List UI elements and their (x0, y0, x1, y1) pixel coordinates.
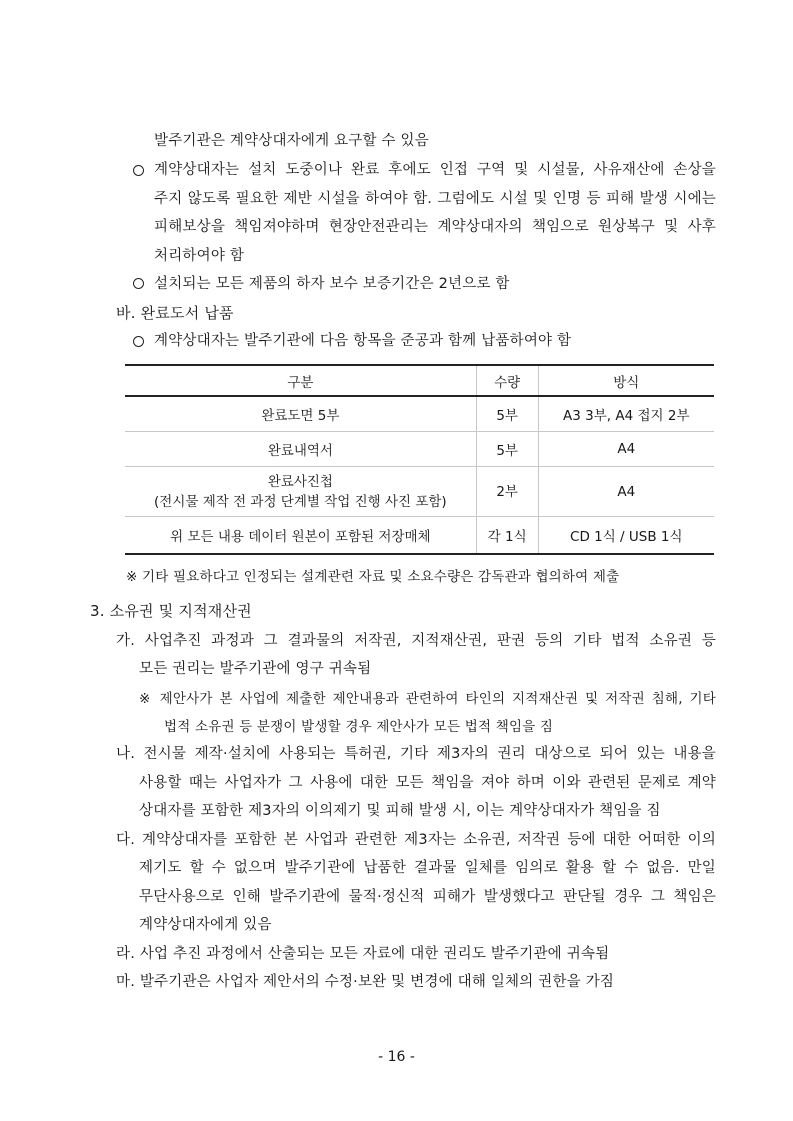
table-cell: A3 3부, A4 접지 2부 (538, 396, 714, 432)
bullet-circle-icon (133, 278, 144, 289)
paragraph-line: 무단사용으로 인해 발주기관에 물적·정신적 피해가 발생했다고 판단될 경우 그 책임은 (139, 889, 716, 905)
table-cell: 각 1식 (476, 517, 538, 555)
table-cell: 2부 (476, 467, 538, 517)
paragraph-line: 모든 권리는 발주기관에 영구 귀속됨 (139, 661, 372, 677)
deliverables-table (125, 364, 714, 555)
paragraph-line: 피해보상을 책임져야하며 현장안전관리는 계약상대자의 책임으로 원상복구 및 사후 (154, 219, 716, 235)
column-header: 수량 (476, 365, 538, 396)
cell-subline: (전시물 제작 전 과정 단계별 작업 진행 사진 포함) (154, 493, 447, 510)
footnote-line: 법적 소유권 등 분쟁이 발생할 경우 제안사가 모든 법적 책임을 짐 (164, 719, 554, 735)
section-heading: 3. 소유권 및 지적재산권 (90, 602, 252, 620)
column-header: 방식 (538, 365, 714, 396)
table-note: ※ 기타 필요하다고 인정되는 설계관련 자료 및 소요수량은 감독관과 협의하여 제출 (126, 569, 620, 585)
paragraph-line: 나. 전시물 제작·설치에 사용되는 특허권, 기타 제3자의 권리 대상으로 되어 있는 내용을 (116, 746, 716, 762)
paragraph-line: 라. 사업 추진 과정에서 산출되는 모든 자료에 대한 권리도 발주기관에 귀속됨 (116, 946, 610, 962)
table-cell (125, 467, 476, 517)
paragraph-line: 제기도 할 수 없으며 발주기관에 납품한 결과물 일체를 임의로 활용 할 수 없음. 만일 (139, 860, 716, 876)
paragraph-line: 마. 발주기관은 사업자 제안서의 수정·보완 및 변경에 대해 일체의 권한을 가짐 (116, 974, 615, 990)
table-cell: CD 1식 / USB 1식 (538, 517, 714, 555)
bullet-circle-icon (133, 165, 144, 176)
table-cell: 완료내역서 (125, 432, 476, 467)
paragraph-line: 주지 않도록 필요한 제반 시설을 하여야 함. 그럼에도 시설 및 인명 등 피해 발생 시에는 (154, 191, 716, 207)
table-cell: A4 (538, 467, 714, 517)
table-cell: 5부 (476, 396, 538, 432)
table-row (125, 432, 714, 467)
paragraph-line: 가. 사업추진 과정과 그 결과물의 저작권, 지적재산권, 판권 등의 기타 법적 소유권 등 (116, 633, 716, 649)
table-header-row (125, 365, 714, 396)
table-cell: A4 (538, 432, 714, 467)
table-cell: 5부 (476, 432, 538, 467)
table-cell: 위 모든 내용 데이터 원본이 포함된 저장매체 (125, 517, 476, 555)
paragraph-line: 설치되는 모든 제품의 하자 보수 보증기간은 2년으로 함 (154, 276, 510, 292)
table-row (125, 396, 714, 432)
footnote-line: ※ 제안사가 본 사업에 제출한 제안내용과 관련하여 타인의 지적재산권 및 저작권 침해, 기타 (139, 691, 716, 707)
paragraph-line: 발주기관은 계약상대자에게 요구할 수 있음 (154, 133, 429, 149)
column-header: 구분 (125, 365, 476, 396)
paragraph-line: 다. 계약상대자를 포함한 본 사업과 관련한 제3자는 소유권, 저작권 등에 대한 어떠한 이의 (116, 832, 716, 848)
subsection-heading: 바. 완료도서 납품 (116, 304, 234, 322)
table-row (125, 467, 714, 517)
paragraph-line: 계약상대자에게 있음 (139, 917, 272, 933)
paragraph-line: 계약상대자는 발주기관에 다음 항목을 준공과 함께 납품하여야 함 (154, 333, 572, 349)
cell-line: 완료사진첩 (267, 473, 333, 490)
bullet-circle-icon (133, 336, 144, 347)
paragraph-line: 상대자를 포함한 제3자의 이의제기 및 피해 발생 시, 이는 계약상대자가 책임을 짐 (139, 803, 661, 819)
table-cell: 완료도면 5부 (125, 396, 476, 432)
page-number: - 16 - (378, 1049, 415, 1065)
table-row (125, 517, 714, 555)
paragraph-line: 사용할 때는 사업자가 그 사용에 대한 모든 책임을 져야 하며 이와 관련된 문제로 계약 (139, 775, 716, 791)
paragraph-line: 계약상대자는 설치 도중이나 완료 후에도 인접 구역 및 시설물, 사유재산에 손상을 (154, 162, 716, 178)
paragraph-line: 처리하여야 함 (154, 248, 245, 264)
